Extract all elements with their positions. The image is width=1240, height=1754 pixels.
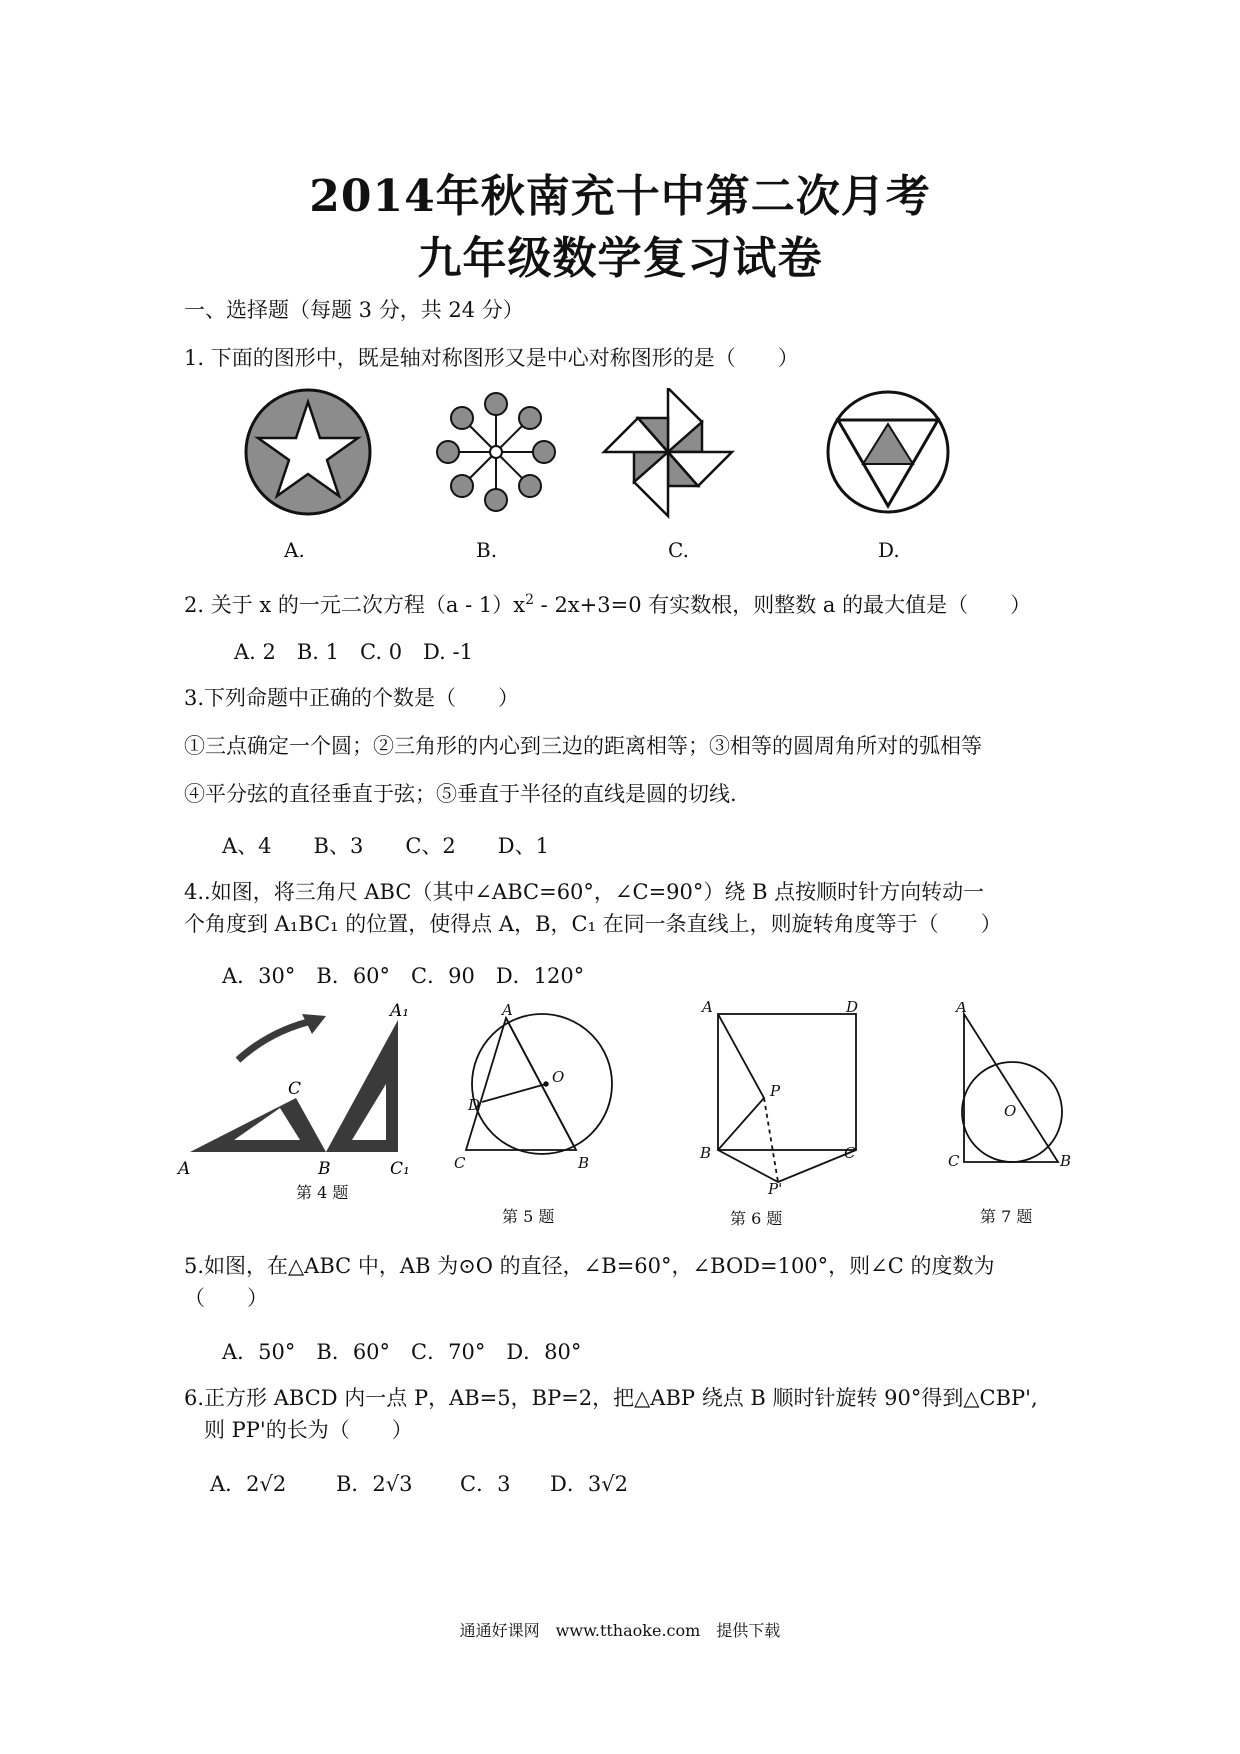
fig6-point-p-prime: P': [768, 1180, 783, 1196]
q2-stem: [184, 586, 1031, 619]
q6-option-a: A．2√2: [210, 1472, 287, 1496]
q6-option-c: C．3: [460, 1472, 511, 1496]
q3-options: A、4 B、3 C、2 D、1: [222, 834, 549, 858]
fig6-point-a: A: [702, 998, 713, 1016]
q6-option-b: B．2√3: [336, 1472, 413, 1496]
q4-line-2: 个角度到 A₁BC₁ 的位置，使得点 A，B，C₁ 在同一条直线上，则旋转角度等于（ ）: [184, 912, 1002, 936]
fig6-point-p: P: [770, 1082, 781, 1100]
q2-exponent: 2: [525, 592, 534, 608]
q5-line-2: （ ）: [184, 1286, 268, 1310]
q5-options: A．50° B．60° C．70° D．80°: [222, 1340, 582, 1364]
fig4-point-a: A: [178, 1159, 191, 1179]
fig5-point-b: B: [578, 1154, 590, 1172]
fig4-point-c1: C₁: [390, 1159, 410, 1179]
fig4-point-b: B: [318, 1159, 331, 1179]
fig7-caption: 第 7 题: [980, 1207, 1033, 1226]
figure-7: [946, 1002, 1096, 1182]
q5-line-1: 5.如图，在△ABC 中，AB 为⊙O 的直径，∠B=60°，∠BOD=100°，则∠C 的度数为: [184, 1254, 995, 1278]
q3-line-2: ④平分弦的直径垂直于弦；⑤垂直于半径的直线是圆的切线.: [184, 782, 737, 806]
fig7-point-c: C: [948, 1152, 960, 1170]
q6-line-1: 6.正方形 ABCD 内一点 P，AB=5，BP=2，把△ABP 绕点 B 顺时针旋转 90°得到△CBP',: [184, 1386, 1038, 1410]
q2-stem-part-a: 2. 关于 x 的一元二次方程（a - 1）x: [184, 593, 526, 617]
section-heading: 一、选择题（每题 3 分，共 24 分）: [184, 298, 524, 322]
fig5-point-o: O: [552, 1068, 565, 1086]
q1-label-b: B.: [476, 538, 498, 562]
q2-stem-part-b: - 2x+3=0 有实数根，则整数 a 的最大值是（ ）: [534, 593, 1032, 617]
footer-text: 通通好课网 www.tthaoke.com 提供下载: [459, 1621, 781, 1640]
figure-6: [696, 996, 876, 1196]
figure-4: [176, 1002, 436, 1192]
fig4-caption: 第 4 题: [296, 1183, 349, 1202]
q6-line-2: 则 PP'的长为（ ）: [204, 1418, 413, 1442]
q1-stem: 1. 下面的图形中，既是轴对称图形又是中心对称图形的是（ ）: [184, 346, 799, 370]
q1-label-d: D.: [878, 538, 900, 562]
q4-line-1: 4..如图，将三角尺 ABC（其中∠ABC=60°，∠C=90°）绕 B 点按顺时针方向转动一: [184, 880, 985, 904]
q2-options: A. 2 B. 1 C. 0 D. -1: [234, 640, 473, 664]
figure-b-wheel: [437, 393, 555, 511]
q1-label-c: C.: [668, 538, 689, 562]
q4-options: A．30° B．60° C．90 D．120°: [222, 964, 585, 988]
fig7-point-o: O: [1004, 1102, 1017, 1120]
q1-label-a: A.: [284, 538, 305, 562]
fig5-caption: 第 5 题: [502, 1207, 555, 1226]
fig6-point-d: D: [846, 998, 859, 1016]
q6-option-d: D．3√2: [550, 1472, 628, 1496]
q3-stem: 3.下列命题中正确的个数是（ ）: [184, 686, 520, 710]
fig5-point-a: A: [502, 1002, 513, 1019]
fig4-point-a1: A₁: [390, 1002, 410, 1021]
fig6-point-b: B: [700, 1144, 712, 1162]
title-line-2: 九年级数学复习试卷: [417, 233, 823, 284]
fig6-point-c: C: [844, 1144, 856, 1162]
q3-line-1: ①三点确定一个圆；②三角形的内心到三边的距离相等；③相等的圆周角所对的弧相等: [184, 734, 982, 758]
figure-d-triangle-circle: [828, 392, 948, 512]
fig4-point-c: C: [288, 1079, 302, 1099]
figure-5: [444, 1002, 644, 1182]
figure-c-pinwheel: [604, 388, 732, 516]
fig5-point-c: C: [454, 1154, 466, 1172]
q1-figures: [228, 388, 1008, 548]
title-line-1: 2014年秋南充十中第二次月考: [309, 171, 931, 222]
fig6-caption: 第 6 题: [730, 1209, 783, 1228]
fig5-point-d: D: [468, 1096, 481, 1114]
fig7-point-a: A: [956, 1002, 967, 1016]
figure-a-star-circle: [246, 390, 370, 514]
fig7-point-b: B: [1060, 1152, 1072, 1170]
